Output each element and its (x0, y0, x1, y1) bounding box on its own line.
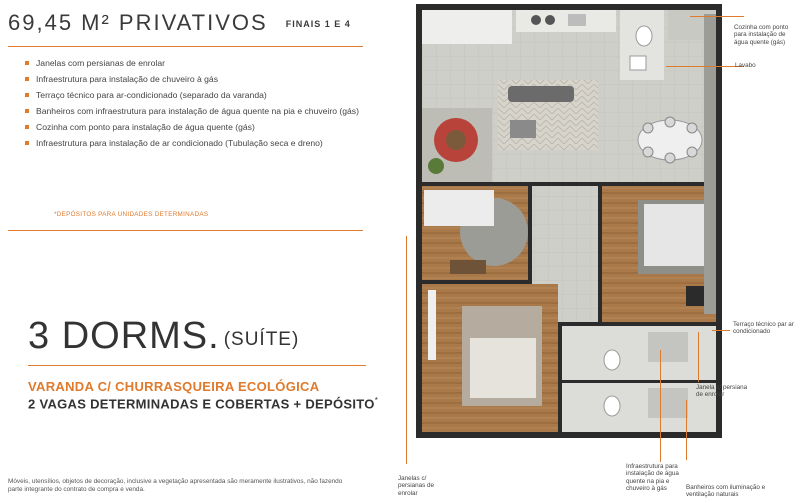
annot-cozinha-agua: Cozinha com ponto para instalação de água quente (gás) (734, 24, 789, 46)
annot-janelas-persianas: Janelas c/ persianas de enrolar (398, 475, 435, 497)
leader-line (712, 330, 730, 331)
interior-wall (602, 182, 716, 186)
dorms-main: 3 DORMS. (28, 315, 220, 357)
bedroom1-bed-icon (424, 190, 494, 226)
disclaimer: Móveis, utensílios, objetos de decoração, inclusive a vegetação apresentada são meramente ilustrativos, não fazendo parte integrante do contrato de compra e venda. (8, 478, 343, 493)
toilet-icon (636, 26, 652, 46)
varanda-table-icon (446, 130, 466, 150)
chair-icon (643, 147, 653, 157)
feature-item: Cozinha com ponto para instalação de água quente (gás) (36, 122, 366, 133)
toilet-icon (604, 350, 620, 370)
shower-icon (648, 388, 688, 418)
armchair-icon (510, 120, 536, 138)
facade-strip (704, 14, 716, 314)
bedroom2-bed-icon (644, 204, 706, 266)
features-list (36, 58, 366, 154)
sofa-icon (508, 86, 574, 102)
bathroom-floor (562, 326, 716, 432)
area-label: 69,45 M² PRIVATIVOS (8, 10, 268, 35)
closet-icon (428, 290, 436, 360)
desk-icon (450, 260, 486, 274)
plant-icon (428, 158, 444, 174)
chair-icon (665, 153, 675, 163)
vagas-text: 2 VAGAS DETERMINADAS E COBERTAS + DEPÓSITO (28, 396, 375, 412)
leader-line (690, 16, 744, 17)
shower-icon (648, 332, 688, 362)
leader-line (406, 236, 407, 464)
sink-icon (568, 14, 586, 26)
annot-terraco: Terraço técnico par ar condicionado (733, 321, 794, 336)
chair-icon (665, 117, 675, 127)
interior-wall (598, 182, 602, 322)
annot-banheiros-ilum: Banheiros com iluminação e ventilação naturais (686, 484, 766, 499)
annot-janela-persiana: Janela c/ persiana de enrolar (696, 384, 748, 399)
vagas-asterisk: * (374, 396, 379, 405)
deposit-note: *DEPÓSITOS PARA UNIDADES DETERMINADAS (54, 211, 209, 218)
interior-wall (528, 186, 532, 282)
chair-icon (643, 123, 653, 133)
annot-lavabo: Lavabo (735, 62, 756, 69)
feature-item: Janelas com persianas de enrolar (36, 58, 366, 69)
kitchen-counter-2 (516, 10, 616, 32)
dorms-title (28, 316, 299, 356)
feature-item: Terraço técnico para ar-condicionado (separado da varanda) (36, 90, 366, 101)
cooktop-icon (531, 15, 541, 25)
chair-icon (687, 147, 697, 157)
floor-plan (408, 0, 730, 503)
feature-item: Infraestrutura para instalação de ar condicionado (Tubulação seca e dreno) (36, 138, 366, 149)
annot-infra-banheiro: Infraestrutura para instalação de água quente na pia e chuveiro à gás (626, 463, 679, 493)
kitchen-counter (422, 10, 512, 44)
toilet-icon (604, 396, 620, 416)
interior-wall (558, 326, 562, 438)
chair-icon (687, 123, 697, 133)
leader-line (698, 332, 699, 382)
feature-item: Infraestrutura para instalação de chuveiro à gás (36, 74, 366, 85)
area-title (8, 10, 351, 36)
divider-dorms (28, 365, 366, 366)
vagas-line (28, 396, 378, 411)
finais-label: FINAIS 1 E 4 (285, 19, 351, 30)
varanda-line: VARANDA C/ CHURRASQUEIRA ECOLÓGICA (28, 379, 320, 394)
divider-top (8, 46, 363, 47)
suite-bed-icon (470, 338, 536, 398)
dorms-suite: (SUÍTE) (223, 329, 300, 350)
leader-line (660, 350, 661, 462)
interior-wall (558, 322, 716, 326)
interior-wall (422, 182, 602, 186)
lavabo-sink-icon (630, 56, 646, 70)
cooktop-icon (545, 15, 555, 25)
leader-line (686, 400, 687, 460)
leader-line (666, 66, 744, 67)
bathroom-wall (562, 380, 716, 383)
feature-item: Banheiros com infraestrutura para instalação de água quente na pia e chuveiro (gás) (36, 106, 366, 117)
divider-middle (8, 230, 363, 231)
interior-wall (422, 280, 532, 284)
